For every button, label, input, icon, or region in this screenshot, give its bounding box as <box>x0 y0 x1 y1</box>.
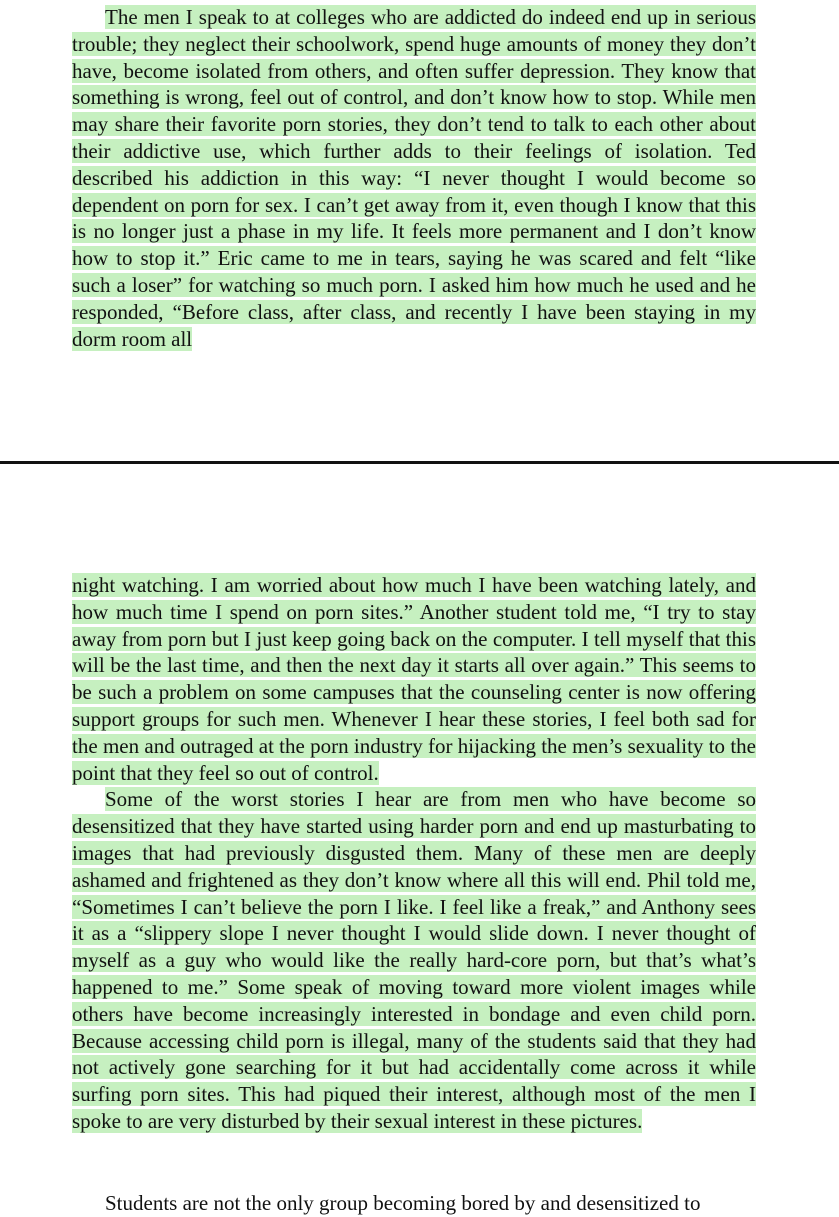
paragraph-continued <box>72 572 756 786</box>
top-page-text <box>72 4 756 352</box>
paragraph-desensitized <box>72 786 756 1134</box>
bottom-page-text <box>72 572 756 1135</box>
highlighted-text: Some of the worst stories I hear are from men who have become so desensitized that they have started using harder porn and end up masturbating to images that had previously disgusted them. Many of these men are deeply ashamed and frightened as they don’t know where all this will end. Phil told me, “Sometimes I can’t believe the porn I like. I feel like a freak,” and Anthony sees it as a “slippery slope I never thought I would slide down. I never thought of myself as a guy who would like the really hard-core porn, but that’s what’s happened to me.” Some speak of moving toward more violent images while others have become increasingly interested in bondage and even child porn. Because accessing child porn is illegal, many of the students said that they had not actively gone searching for it but had accidentally come across it while surfing porn sites. This had piqued their interest, although most of the men I spoke to are very disturbed by their sexual interest in these pictures. <box>72 787 756 1133</box>
next-paragraph-fragment <box>72 1190 772 1215</box>
paragraph-addicted-men <box>72 4 756 352</box>
highlighted-text: night watching. I am worried about how much I have been watching lately, and how much time I spend on porn sites.” Another student told me, “I try to stay away from porn but I just keep going back on the computer. I tell myself that this will be the last time, and then the next day it starts all over again.” This seems to be such a problem on some campuses that the counseling center is now offering support groups for such men. Whenever I hear these stories, I feel both sad for the men and outraged at the porn industry for hijacking the men’s sexuality to the point that they feel so out of control. <box>72 573 756 785</box>
highlighted-text: The men I speak to at colleges who are addicted do indeed end up in serious trouble; they neglect their schoolwork, spend huge amounts of money they don’t have, become isolated from others, and often suffer depression. They know that something is wrong, feel out of control, and don’t know how to stop. While men may share their favorite porn stories, they don’t tend to talk to each other about their addictive use, which further adds to their feelings of isolation. Ted described his addiction in this way: “I never thought I would become so dependent on porn for sex. I can’t get away from it, even though I know that this is no longer just a phase in my life. It feels more permanent and I don’t know how to stop it.” Eric came to me in tears, saying he was scared and felt “like such a loser” for watching so much porn. I asked him how much he used and he responded, “Before class, after class, and recently I have been staying in my dorm room all <box>72 5 756 351</box>
page-divider <box>0 461 839 464</box>
cutoff-line: Students are not the only group becoming bored by and desensitized to <box>105 1191 701 1215</box>
